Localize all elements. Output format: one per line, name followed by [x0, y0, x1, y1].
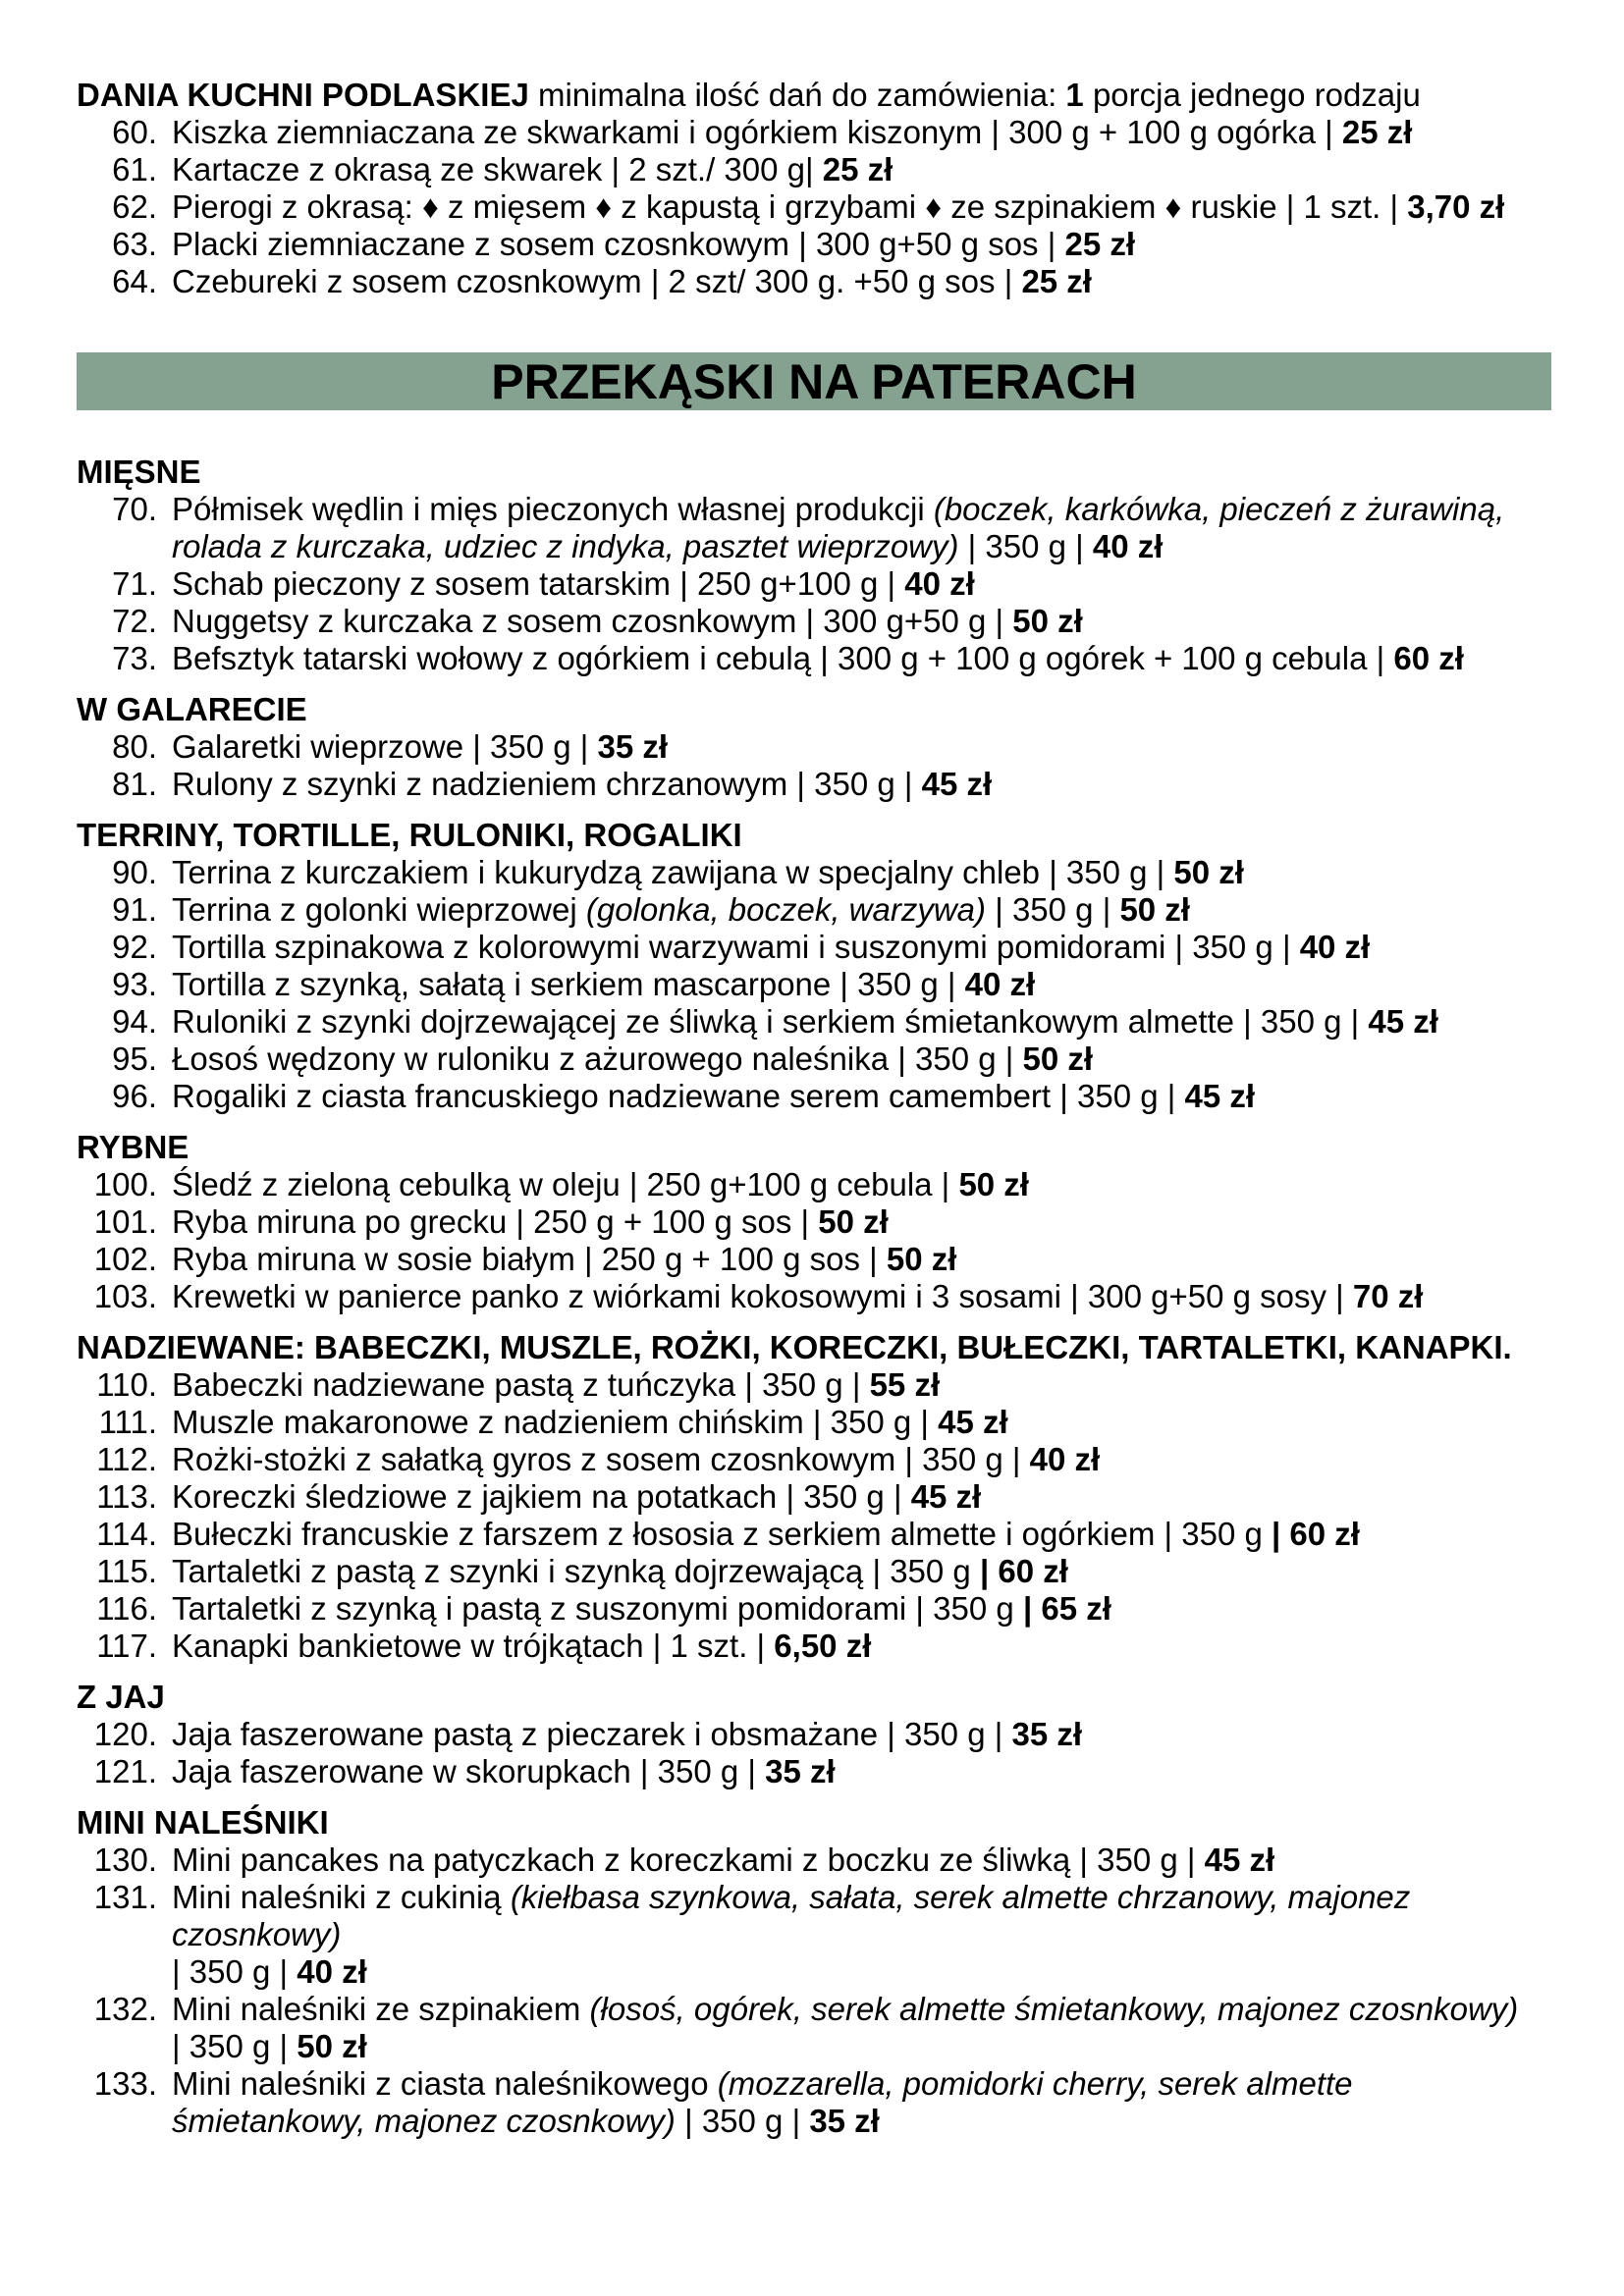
- dish-text: Tartaletki z pastą z szynki i szynką dojrzewającą | 350 g: [172, 1553, 980, 1589]
- menu-item-row: [77, 891, 1551, 929]
- dish-text: Koreczki śledziowe z jajkiem na potatkach | 350 g |: [172, 1478, 911, 1515]
- dish-text: Muszle makaronowe z nadzieniem chińskim | 350 g |: [172, 1404, 939, 1440]
- item-text: [172, 891, 1551, 929]
- item-number: 113.: [96, 1478, 157, 1515]
- item-text: [172, 188, 1551, 226]
- menu-item-row: [77, 263, 1551, 300]
- menu-item-row: [77, 2065, 1551, 2140]
- dish-text: Nuggetsy z kurczaka z sosem czosnkowym | 300 g+50 g |: [172, 603, 1013, 639]
- dish-text: Rogaliki z ciasta francuskiego nadziewane serem camembert | 350 g |: [172, 1078, 1185, 1114]
- dish-text: Terrina z kurczakiem i kukurydzą zawijana w specjalny chleb | 350 g |: [172, 854, 1174, 890]
- item-text: [172, 263, 1551, 300]
- item-text: [172, 491, 1551, 565]
- item-number: 92.: [112, 929, 157, 965]
- price-text: 35 zł: [765, 1753, 836, 1789]
- item-text: [172, 114, 1551, 151]
- dish-text: Półmisek wędlin i mięs pieczonych własnej produkcji: [172, 491, 934, 527]
- menu-sections: [77, 454, 1551, 2140]
- item-number: 117.: [96, 1628, 157, 1664]
- item-number: 132.: [93, 1991, 157, 2027]
- price-text: 40 zł: [1299, 929, 1371, 965]
- item-text: [172, 1078, 1551, 1115]
- menu-item-row: [77, 1278, 1551, 1315]
- menu-section: [77, 691, 1551, 803]
- menu-section: [77, 1329, 1551, 1665]
- dish-text: Krewetki w panierce panko z wiórkami kokosowymi i 3 sosami | 300 g+50 g sosy |: [172, 1278, 1353, 1314]
- item-text: [172, 766, 1551, 803]
- menu-item-row: [77, 114, 1551, 151]
- menu-section: [77, 817, 1551, 1115]
- item-text: [172, 854, 1551, 891]
- dish-text: Placki ziemniaczane z sosem czosnkowym | 300 g+50 g sos |: [172, 226, 1065, 262]
- menu-item-row: [77, 1842, 1551, 1879]
- dish-text: Bułeczki francuskie z farszem z łososia z serkiem almette i ogórkiem | 350 g: [172, 1516, 1272, 1552]
- menu-item-row: [77, 640, 1551, 677]
- dish-text: | 350 g |: [958, 528, 1093, 564]
- menu-item-row: [77, 728, 1551, 766]
- item-text: [172, 1879, 1551, 1991]
- menu-item-row: [77, 1753, 1551, 1790]
- dish-text: Tortilla z szynką, sałatą i serkiem mascarpone | 350 g |: [172, 966, 965, 1002]
- menu-section: [77, 1679, 1551, 1790]
- price-text: 25 zł: [1341, 114, 1413, 150]
- ingredients-text: (łosoś, ogórek, serek almette śmietankowy, majonez czosnkowy): [589, 1991, 1519, 2027]
- menu-item-row: [77, 1041, 1551, 1078]
- item-number: 70.: [112, 491, 157, 527]
- dish-text: Ryba miruna w sosie białym | 250 g + 100 g sos |: [172, 1241, 887, 1277]
- menu-item-row: [77, 1590, 1551, 1628]
- menu-section: [77, 1129, 1551, 1315]
- price-text: 35 zł: [1011, 1716, 1083, 1752]
- menu-item-row: [77, 1516, 1551, 1553]
- item-text: [172, 640, 1551, 677]
- menu-item-row: [77, 151, 1551, 188]
- dish-text: Tortilla szpinakowa z kolorowymi warzywami i suszonymi pomidorami | 350 g |: [172, 929, 1300, 965]
- menu-item-row: [77, 929, 1551, 966]
- dish-text: Rulony z szynki z nadzieniem chrzanowym | 350 g |: [172, 766, 922, 802]
- dish-text: Terrina z golonki wieprzowej: [172, 891, 586, 928]
- section-item-list: [77, 491, 1551, 677]
- intro-heading: [77, 77, 1551, 114]
- price-text: 6,50 zł: [774, 1628, 872, 1664]
- menu-item-row: [77, 565, 1551, 603]
- item-number: 80.: [112, 728, 157, 765]
- item-text: [172, 1590, 1551, 1628]
- menu-item-row: [77, 1078, 1551, 1115]
- menu-item-row: [77, 1628, 1551, 1665]
- section-heading: MIĘSNE: [77, 454, 201, 490]
- dish-text: Ruloniki z szynki dojrzewającej ze śliwką i serkiem śmietankowym almette | 350 g |: [172, 1003, 1369, 1040]
- item-number: 94.: [112, 1003, 157, 1040]
- dish-text: Tartaletki z szynką i pastą z suszonymi pomidorami | 350 g: [172, 1590, 1023, 1627]
- dish-text: Galaretki wieprzowe | 350 g |: [172, 728, 598, 765]
- dish-text: Befsztyk tatarski wołowy z ogórkiem i cebulą | 300 g + 100 g ogórek + 100 g cebula |: [172, 640, 1394, 676]
- ingredients-text: (mozzarella, pomidorki cherry, serek almette śmietankowy, majonez czosnkowy): [172, 2065, 1353, 2139]
- item-number: 60.: [112, 114, 157, 150]
- price-text: 25 zł: [822, 151, 893, 187]
- menu-item-row: [77, 491, 1551, 565]
- item-number: 130.: [93, 1842, 157, 1878]
- section-item-list: [77, 728, 1551, 803]
- dish-text: Mini naleśniki ze szpinakiem: [172, 1991, 590, 2027]
- item-number: 93.: [112, 966, 157, 1002]
- price-text: 40 zł: [297, 1953, 367, 1990]
- dish-text: | 350 g |: [172, 2028, 298, 2064]
- price-text: 35 zł: [597, 728, 669, 765]
- menu-item-row: [77, 1404, 1551, 1441]
- dish-text: Łosoś wędzony w ruloniku z ażurowego naleśnika | 350 g |: [172, 1041, 1023, 1077]
- item-text: [172, 1991, 1551, 2065]
- price-text: 40 zł: [1092, 528, 1164, 564]
- price-text: 45 zł: [910, 1478, 982, 1515]
- dish-text: Kiszka ziemniaczana ze skwarkami i ogórkiem kiszonym | 300 g + 100 g ogórka |: [172, 114, 1342, 150]
- item-text: [172, 1553, 1551, 1590]
- item-number: 115.: [96, 1553, 157, 1589]
- item-number: 101.: [93, 1203, 157, 1240]
- price-text: 25 zł: [1021, 263, 1092, 299]
- item-text: [172, 603, 1551, 640]
- item-number: 72.: [112, 603, 157, 639]
- section-item-list: [77, 1366, 1551, 1665]
- menu-item-row: [77, 966, 1551, 1003]
- item-text: [172, 1478, 1551, 1516]
- dish-text: | 350 g |: [172, 1953, 298, 1990]
- price-text: 45 zł: [1184, 1078, 1256, 1114]
- section-item-list: [77, 1842, 1551, 2140]
- price-text: 50 zł: [886, 1241, 957, 1277]
- price-text: 55 zł: [869, 1366, 941, 1403]
- price-text: 3,70 zł: [1407, 188, 1505, 225]
- price-text: 50 zł: [958, 1166, 1029, 1202]
- menu-item-row: [77, 1166, 1551, 1203]
- item-text: [172, 1842, 1551, 1879]
- item-number: 90.: [112, 854, 157, 890]
- item-text: [172, 1716, 1551, 1753]
- item-number: 61.: [112, 151, 157, 187]
- price-text: 50 zł: [1022, 1041, 1094, 1077]
- item-number: 64.: [112, 263, 157, 299]
- dish-text: porcja jednego rodzaju: [1083, 77, 1421, 113]
- dish-text: | 350 g |: [675, 2103, 810, 2139]
- price-text: 50 zł: [1173, 854, 1244, 890]
- section-heading: MINI NALEŚNIKI: [77, 1804, 329, 1841]
- section-heading: RYBNE: [77, 1129, 189, 1165]
- dish-text: Jaja faszerowane w skorupkach | 350 g |: [172, 1753, 766, 1789]
- item-text: [172, 728, 1551, 766]
- price-text: 45 zł: [921, 766, 993, 802]
- price-text: 70 zł: [1352, 1278, 1424, 1314]
- item-text: [172, 1003, 1551, 1041]
- menu-item-row: [77, 1203, 1551, 1241]
- banner-title: PRZEKĄSKI NA PATERACH: [491, 353, 1137, 409]
- price-text: 25 zł: [1064, 226, 1136, 262]
- item-number: 133.: [93, 2065, 157, 2102]
- menu-section: [77, 454, 1551, 677]
- item-number: 95.: [112, 1041, 157, 1077]
- price-text: 45 zł: [1204, 1842, 1275, 1878]
- item-number: 116.: [96, 1590, 157, 1627]
- section-heading: W GALARECIE: [77, 691, 307, 727]
- menu-section: [77, 1804, 1551, 2140]
- price-text: 50 zł: [818, 1203, 889, 1240]
- intro-item-list: [77, 114, 1551, 300]
- dish-text: Jaja faszerowane pastą z pieczarek i obsmażane | 350 g |: [172, 1716, 1012, 1752]
- price-text: 50 zł: [1012, 603, 1083, 639]
- item-number: 100.: [93, 1166, 157, 1202]
- item-text: [172, 1404, 1551, 1441]
- price-text: | 65 zł: [1022, 1590, 1111, 1627]
- dish-text: Ryba miruna po grecku | 250 g + 100 g sos |: [172, 1203, 819, 1240]
- price-text: 1: [1065, 77, 1084, 113]
- dish-text: Pierogi z okrasą: ♦ z mięsem ♦ z kapustą i grzybami ♦ ze szpinakiem ♦ ruskie | 1 szt. |: [172, 188, 1408, 225]
- item-number: 110.: [96, 1366, 157, 1403]
- item-text: [172, 565, 1551, 603]
- item-text: [172, 151, 1551, 188]
- item-number: 71.: [112, 565, 157, 602]
- price-text: 45 zł: [938, 1404, 1008, 1440]
- ingredients-text: (golonka, boczek, warzywa): [585, 891, 987, 928]
- item-number: 120.: [93, 1716, 157, 1752]
- dish-text: Kanapki bankietowe w trójkątach | 1 szt. |: [172, 1628, 775, 1664]
- dish-text: Kartacze z okrasą ze skwarek | 2 szt./ 300 g|: [172, 151, 823, 187]
- item-text: [172, 226, 1551, 263]
- item-number: 63.: [112, 226, 157, 262]
- price-text: DANIA KUCHNI PODLASKIEJ: [77, 77, 529, 113]
- item-number: 114.: [96, 1516, 157, 1552]
- item-number: 102.: [93, 1241, 157, 1277]
- ingredients-text: (boczek, karkówka, pieczeń z żurawiną, rolada z kurczaka, udziec z indyka, pasztet wieprzowy): [172, 491, 1505, 564]
- menu-item-row: [77, 1241, 1551, 1278]
- menu-item-row: [77, 1716, 1551, 1753]
- dish-text: | 350 g |: [986, 891, 1120, 928]
- item-number: 81.: [112, 766, 157, 802]
- price-text: | 60 zł: [979, 1553, 1068, 1589]
- dish-text: Mini naleśniki z cukinią: [172, 1879, 511, 1915]
- item-number: 111.: [98, 1404, 157, 1440]
- item-text: [172, 1516, 1551, 1553]
- item-number: 112.: [96, 1441, 157, 1477]
- menu-item-row: [77, 1366, 1551, 1404]
- item-text: [172, 1753, 1551, 1790]
- item-text: [172, 2065, 1551, 2140]
- item-number: 121.: [93, 1753, 157, 1789]
- item-number: 91.: [112, 891, 157, 928]
- dish-text: Schab pieczony z sosem tatarskim | 250 g+100 g |: [172, 565, 905, 602]
- item-number: 96.: [112, 1078, 157, 1114]
- price-text: 60 zł: [1393, 640, 1464, 676]
- item-number: 103.: [93, 1278, 157, 1314]
- dish-text: minimalna ilość dań do zamówienia:: [528, 77, 1066, 113]
- section-heading: TERRINY, TORTILLE, RULONIKI, ROGALIKI: [77, 817, 742, 853]
- dish-text: Mini naleśniki z ciasta naleśnikowego: [172, 2065, 718, 2102]
- price-text: 50 zł: [297, 2028, 367, 2064]
- dish-text: Mini pancakes na patyczkach z koreczkami z boczku ze śliwką | 350 g |: [172, 1842, 1205, 1878]
- item-text: [172, 1366, 1551, 1404]
- item-number: 131.: [93, 1879, 157, 1915]
- menu-item-row: [77, 226, 1551, 263]
- section-item-list: [77, 1166, 1551, 1315]
- item-text: [172, 966, 1551, 1003]
- price-text: | 60 zł: [1272, 1516, 1360, 1552]
- price-text: 40 zł: [1029, 1441, 1101, 1477]
- dish-text: Czebureki z sosem czosnkowym | 2 szt/ 300 g. +50 g sos |: [172, 263, 1022, 299]
- price-text: 40 zł: [904, 565, 975, 602]
- item-number: 73.: [112, 640, 157, 676]
- menu-item-row: [77, 603, 1551, 640]
- item-text: [172, 1241, 1551, 1278]
- dish-text: Babeczki nadziewane pastą z tuńczyka | 350 g |: [172, 1366, 870, 1403]
- price-text: 50 zł: [1119, 891, 1190, 928]
- item-text: [172, 1166, 1551, 1203]
- menu-item-row: [77, 1553, 1551, 1590]
- menu-item-row: [77, 1003, 1551, 1041]
- menu-item-row: [77, 1478, 1551, 1516]
- price-text: 40 zł: [964, 966, 1036, 1002]
- price-text: 35 zł: [809, 2103, 880, 2139]
- dish-text: Śledź z zieloną cebulką w oleju | 250 g+100 g cebula |: [172, 1166, 959, 1202]
- menu-item-row: [77, 1441, 1551, 1478]
- item-text: [172, 929, 1551, 966]
- menu-item-row: [77, 854, 1551, 891]
- item-number: 62.: [112, 188, 157, 225]
- item-text: [172, 1041, 1551, 1078]
- dish-text: Rożki-stożki z sałatką gyros z sosem czosnkowym | 350 g |: [172, 1441, 1030, 1477]
- item-text: [172, 1441, 1551, 1478]
- menu-item-row: [77, 1879, 1551, 1991]
- item-text: [172, 1278, 1551, 1315]
- menu-item-row: [77, 766, 1551, 803]
- price-text: 45 zł: [1368, 1003, 1438, 1040]
- item-text: [172, 1628, 1551, 1665]
- section-heading: Z JAJ: [77, 1679, 165, 1715]
- section-banner: [77, 352, 1551, 410]
- section-heading: NADZIEWANE: BABECZKI, MUSZLE, ROŻKI, KORECZKI, BUŁECZKI, TARTALETKI, KANAPKI.: [77, 1329, 1512, 1365]
- section-item-list: [77, 854, 1551, 1115]
- section-item-list: [77, 1716, 1551, 1790]
- ingredients-text: (kiełbasa szynkowa, sałata, serek almette chrzanowy, majonez czosnkowy): [172, 1879, 1411, 1952]
- menu-item-row: [77, 188, 1551, 226]
- menu-item-row: [77, 1991, 1551, 2065]
- item-text: [172, 1203, 1551, 1241]
